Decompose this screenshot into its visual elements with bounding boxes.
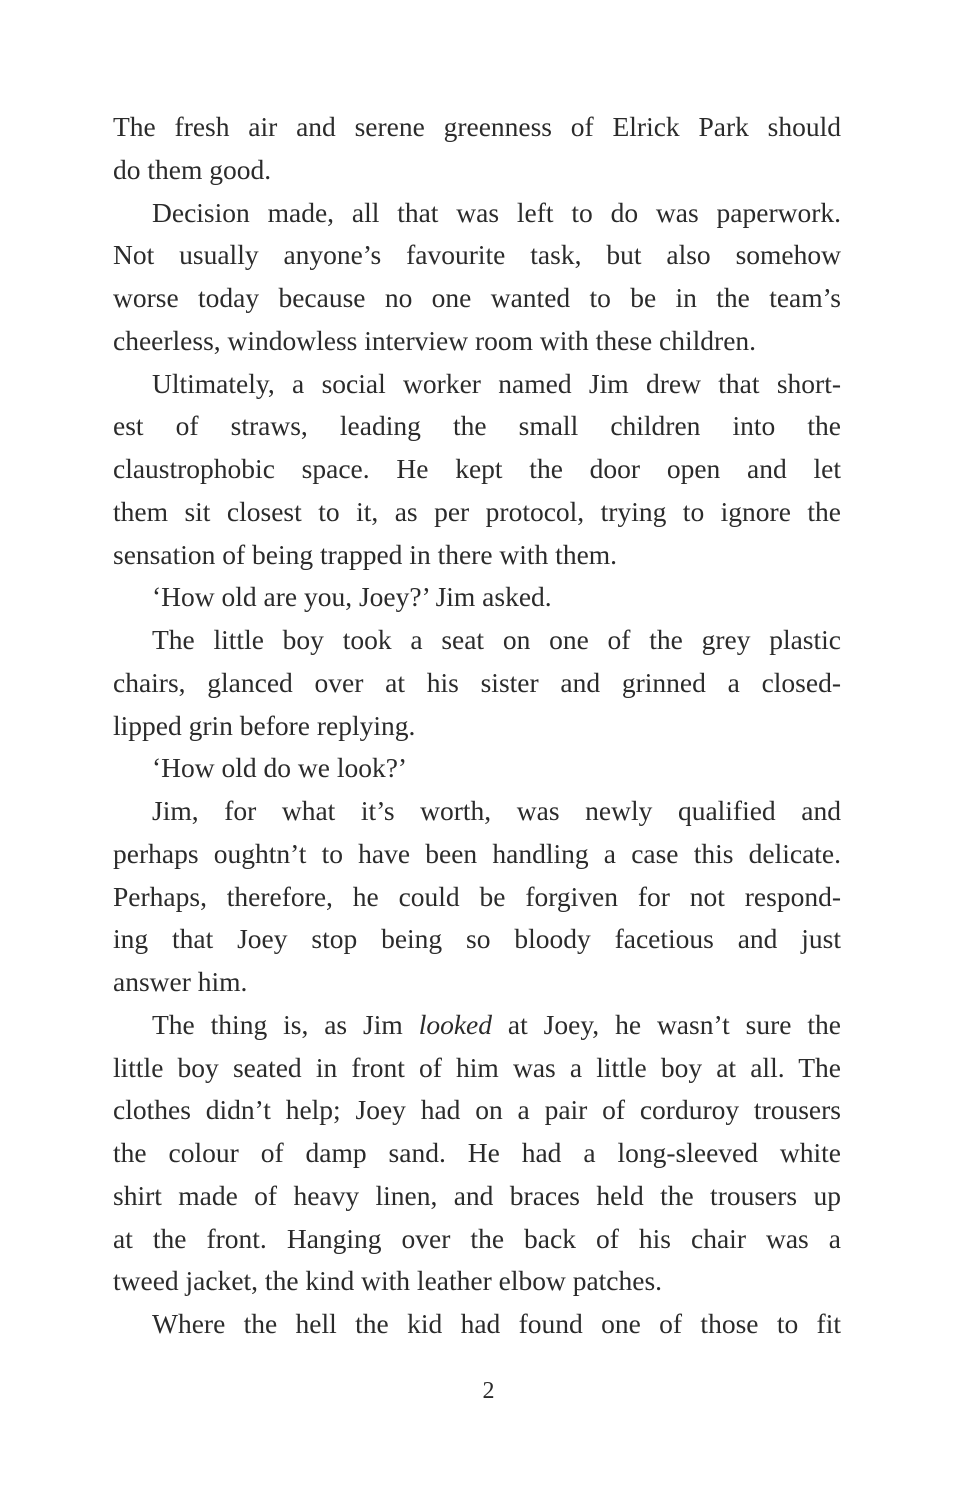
line-text: do them good. xyxy=(113,153,272,185)
text-line xyxy=(113,834,841,874)
text-line xyxy=(113,748,841,788)
text-line xyxy=(113,1176,841,1216)
text-line xyxy=(113,449,841,489)
line-text: The little boy took a seat on one of the grey plastic xyxy=(152,624,841,655)
text-line xyxy=(113,663,841,703)
line-text: perhaps oughtn’t to have been handling a case this delicate. xyxy=(113,837,841,869)
line-text: lipped grin before replying. xyxy=(113,709,416,741)
line-text: shirt made of heavy linen, and braces held the trousers up xyxy=(113,1179,841,1211)
line-text: est of straws, leading the small children into the xyxy=(113,410,841,442)
line-text: The thing is, as Jim xyxy=(152,1008,419,1040)
text-line xyxy=(113,1261,841,1301)
text-line xyxy=(113,321,841,361)
text-line xyxy=(113,1005,841,1045)
line-text: answer him. xyxy=(113,966,248,997)
text-line xyxy=(113,492,841,532)
text-line xyxy=(113,1219,841,1259)
text-line xyxy=(113,919,841,959)
text-line xyxy=(113,1048,841,1088)
line-text: tweed jacket, the kind with leather elbow patches. xyxy=(113,1265,663,1297)
line-text: Not usually anyone’s favourite task, but also somehow xyxy=(113,239,841,271)
text-line xyxy=(113,620,841,660)
line-text: the colour of damp sand. He had a long-sleeved white xyxy=(113,1137,841,1168)
text-line xyxy=(113,107,841,147)
line-text: chairs, glanced over at his sister and grinned a closed- xyxy=(113,666,841,698)
line-text: The fresh air and serene greenness of Elrick Park should xyxy=(113,111,841,142)
italic-text: looked xyxy=(418,1008,493,1040)
line-text: at the front. Hanging over the back of his chair was a xyxy=(113,1222,841,1254)
text-line xyxy=(113,406,841,446)
text-line xyxy=(113,1133,841,1173)
line-text: ing that Joey stop being so bloody facetious and just xyxy=(113,923,841,955)
line-text: little boy seated in front of him was a little boy at all. The xyxy=(113,1051,841,1083)
text-line xyxy=(113,577,841,617)
line-text: ‘How old are you, Joey?’ Jim asked. xyxy=(152,581,552,613)
line-text: sensation of being trapped in there with them. xyxy=(113,538,618,570)
line-text: claustrophobic space. He kept the door open and let xyxy=(113,453,841,484)
line-text: clothes didn’t help; Joey had on a pair of corduroy trousers xyxy=(113,1094,841,1126)
line-text: Perhaps, therefore, he could be forgiven for not respond- xyxy=(113,880,841,912)
text-line xyxy=(113,150,841,190)
text-line xyxy=(113,364,841,404)
line-text: ‘How old do we look?’ xyxy=(152,752,408,784)
page-number: 2 xyxy=(482,1378,495,1404)
line-text: Jim, for what it’s worth, was newly qualified and xyxy=(152,795,841,826)
text-line xyxy=(113,193,841,233)
text-line xyxy=(113,1090,841,1130)
text-line xyxy=(113,535,841,575)
text-line xyxy=(113,877,841,917)
line-text: cheerless, windowless interview room with these children. xyxy=(113,324,757,356)
text-line xyxy=(113,278,841,318)
line-text: Ultimately, a social worker named Jim drew that short- xyxy=(152,367,841,399)
text-line xyxy=(113,962,841,1002)
line-text: at Joey, he wasn’t sure the xyxy=(492,1008,841,1040)
line-text: worse today because no one wanted to be in the team’s xyxy=(113,282,841,313)
text-line xyxy=(113,235,841,275)
line-text: Where the hell the kid had found one of those to fit xyxy=(152,1308,841,1339)
line-text: them sit closest to it, as per protocol, trying to ignore the xyxy=(113,495,841,527)
text-line xyxy=(113,706,841,746)
text-line xyxy=(113,1304,841,1344)
text-line xyxy=(113,791,841,831)
line-text: Decision made, all that was left to do was paperwork. xyxy=(152,196,841,228)
